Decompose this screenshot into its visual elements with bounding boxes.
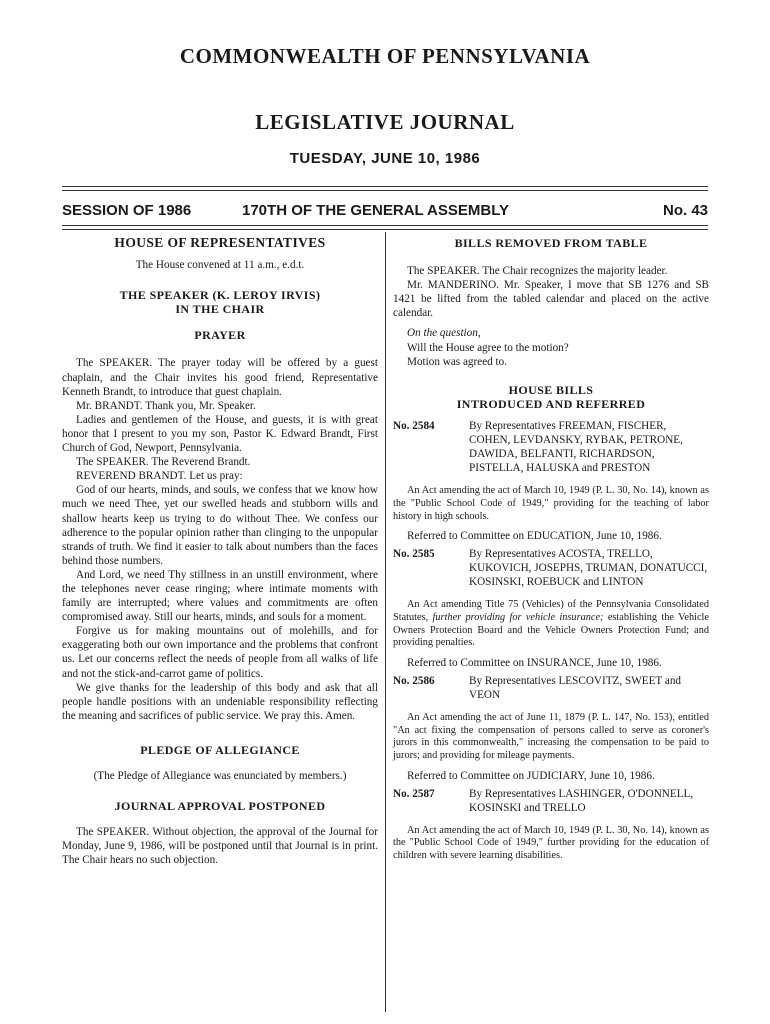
band-rule: [62, 225, 708, 226]
bill-number: No. 2584: [393, 419, 435, 432]
prayer-paragraph: The SPEAKER. The Reverend Brandt.: [76, 456, 251, 469]
bill-entry: [393, 419, 709, 475]
top-rule: [62, 186, 708, 187]
assembly-label: 170TH OF THE GENERAL ASSEMBLY: [242, 202, 509, 219]
bill-referred: Referred to Committee on JUDICIARY, June 10, 1986.: [407, 769, 655, 782]
prayer-paragraph: We give thanks for the leadership of this body and ask that all people handle positions with an undeniable responsibility reflecting the meaning and sacrifices of public service. We pray this. Amen.: [62, 681, 378, 722]
top-rule-double: [62, 190, 708, 191]
speaker-heading: THE SPEAKER (K. LEROY IRVIS): [119, 288, 321, 303]
journal-date: TUESDAY, JUNE 10, 1986: [289, 150, 481, 167]
prayer-paragraph: The SPEAKER. The prayer today will be offered by a guest chaplain, and the Chair invites his good friend, Representative Kenneth Brandt, to introduce that guest chaplain.: [62, 357, 378, 398]
motion-agreed: Motion was agreed to.: [407, 355, 508, 368]
on-question: On the question,: [407, 327, 481, 340]
bill-act-text: [393, 485, 709, 523]
prayer-paragraph: Forgive us for making mountains out of molehills, and for exaggerating both our own importance and the problems that confront us. Let our concerns reflect the needs of people from all walks of life and not the stick-and-carrot game of politics.: [62, 625, 378, 680]
chair-heading: IN THE CHAIR: [175, 302, 265, 317]
speaker-recognizes: The SPEAKER. The Chair recognizes the majority leader.: [407, 265, 668, 278]
prayer-heading: PRAYER: [194, 328, 246, 343]
left-column: [62, 236, 378, 867]
bill-sponsors: By Representatives FREEMAN, FISCHER, COHEN, LEVDANSKY, RYBAK, PETRONE, DAWIDA, BELFANTI, RICHARDSON, PISTELLA, HALUSKA and PRESTON: [469, 419, 683, 475]
journal-title: LEGISLATIVE JOURNAL: [255, 110, 515, 134]
bill-sponsors: By Representatives ACOSTA, TRELLO, KUKOVICH, JOSEPHS, TRUMAN, DONATUCCI, KOSINSKI, ROEBUCK and LINTON: [469, 548, 708, 589]
prayer-paragraph: REVEREND BRANDT. Let us pray:: [76, 470, 243, 483]
act-text: An Act amending the act of June 11, 1879 (P. L. 147, No. 153), entitled "An act fixing the compensation of persons called to serve as coroner's jurors in this commonwealth," increasing the compensation to be paid to jurors; and providing for mileage payments.: [393, 712, 709, 761]
introduced-referred-heading: INTRODUCED AND REFERRED: [456, 396, 646, 411]
journal-approval-text: The SPEAKER. Without objection, the approval of the Journal for Monday, June 9, 1986, will be postponed until that Journal is in print. The Chair hears no such objection.: [62, 826, 378, 867]
prayer-paragraph: God of our hearts, minds, and souls, we confess that we know how much we need Thee, yet our swelled heads and stubborn wills and shallow hearts keep us trying to do without Thee. We confess our adherence to the popular opinion rather than clinging to the unpopular strands of truth. We find it easier to talk about numbers than the faces behind those numbers.: [62, 484, 378, 567]
act-text-italic: further providing for vehicle insurance;: [432, 612, 604, 624]
pledge-heading: PLEDGE OF ALLEGIANCE: [140, 742, 300, 757]
right-column: [393, 236, 709, 863]
bill-number: No. 2586: [393, 674, 435, 687]
session-label: SESSION OF 1986: [62, 202, 192, 219]
bill-entry: [393, 787, 709, 815]
pledge-text: (The Pledge of Allegiance was enunciated by members.): [93, 770, 347, 782]
bill-referred: Referred to Committee on EDUCATION, June 10, 1986.: [407, 530, 662, 543]
commonwealth-title: COMMONWEALTH OF PENNSYLVANIA: [179, 44, 591, 68]
column-divider: [385, 232, 386, 1012]
bill-entry: [393, 674, 709, 702]
house-heading: HOUSE OF REPRESENTATIVES: [114, 235, 326, 250]
bill-number: No. 2587: [393, 787, 435, 800]
bill-number: No. 2585: [393, 548, 435, 561]
act-text: An Act amending Title 75 (Vehicles) of the Pennsylvania Consolidated Statutes,: [393, 599, 709, 624]
act-text: An Act amending the act of March 10, 1949 (P. L. 30, No. 14), known as the "Public School Code of 1949," further providing for the education of children with severe learning disabilities.: [393, 824, 709, 861]
bill-referred: Referred to Committee on INSURANCE, June 10, 1986.: [407, 656, 662, 669]
prayer-body: [62, 356, 378, 722]
band-rule-double: [62, 229, 708, 230]
bill-sponsors: By Representatives LASHINGER, O'DONNELL, KOSINSKI and TRELLO: [469, 787, 694, 814]
prayer-paragraph: Ladies and gentlemen of the House, and guests, it is with great honor that I present to you my son, Pastor K. Edward Brandt, First Church of God, Newport, Pennsylvania.: [62, 413, 378, 455]
prayer-paragraph: And Lord, we need Thy stillness in an unstill environment, where the telephones never cease ringing; where intimate moments with family are interrupted; where values and commitments are often compromised away. Still our hearts, minds, and souls for a moment.: [62, 568, 378, 624]
act-text-rest: establishing the Vehicle Owners Protection Board and the Vehicle Owners Protection Fund; and providing penalties.: [393, 612, 709, 649]
bill-entry: [393, 547, 709, 589]
session-band: [62, 200, 708, 222]
bill-sponsors: By Representatives LESCOVITZ, SWEET and VEON: [469, 674, 682, 702]
bill-act-text: [393, 712, 709, 762]
bill-act-text: [393, 825, 709, 863]
bills-removed-heading: BILLS REMOVED FROM TABLE: [454, 236, 648, 250]
will-house-agree: Will the House agree to the motion?: [407, 341, 569, 354]
act-text: An Act amending the act of March 10, 1949 (P. L. 30, No. 14), known as the "Public School Code of 1949," providing for the teaching of labor history in high schools.: [393, 485, 709, 522]
bill-act-text: [393, 599, 709, 649]
prayer-paragraph: Mr. BRANDT. Thank you, Mr. Speaker.: [76, 399, 256, 412]
manderino-motion: Mr. MANDERINO. Mr. Speaker, I move that SB 1276 and SB 1421 be lifted from the tabled calendar and placed on the active calendar.: [393, 279, 709, 320]
issue-number: No. 43: [662, 202, 708, 219]
convened-text: The House convened at 11 a.m., e.d.t.: [135, 259, 305, 272]
journal-approval-heading: JOURNAL APPROVAL POSTPONED: [114, 799, 326, 814]
house-bills-heading: HOUSE BILLS: [508, 382, 594, 397]
